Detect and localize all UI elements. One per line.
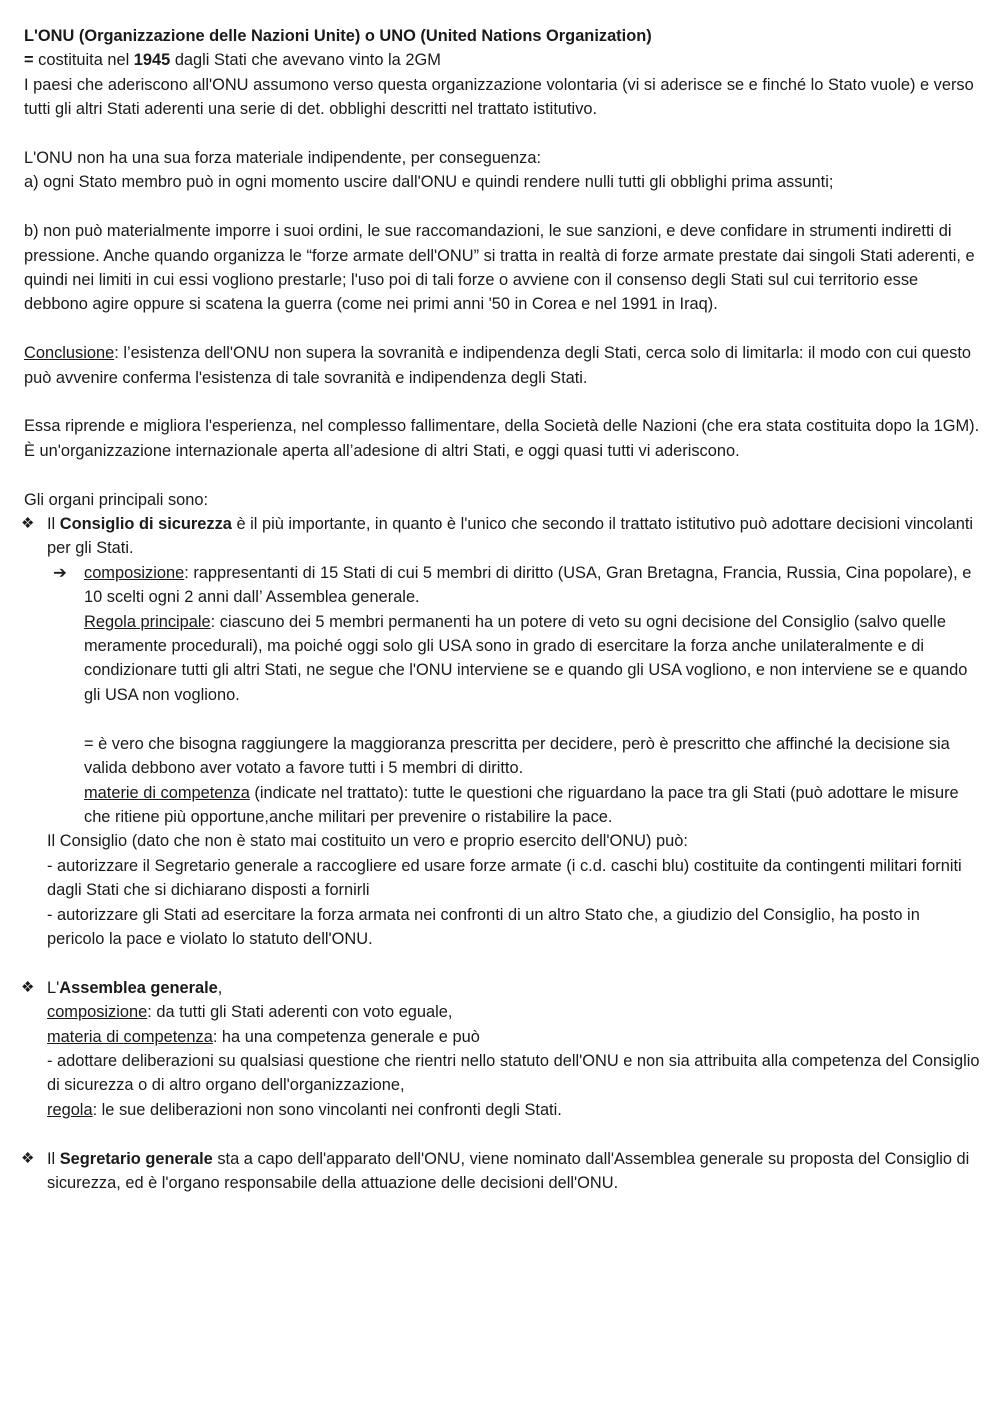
- conclusione-label: Conclusione: [24, 344, 115, 363]
- bullet-consiglio: [21, 512, 980, 561]
- founding-year: 1945: [133, 51, 171, 70]
- segretario-post: sta a capo dell'apparato dell'ONU, viene nominato dall'Assemblea generale su proposta del Consiglio di sicurezza, ed è l'organo responsabile della attuazione delle decisioni dell'ONU.: [47, 1149, 970, 1192]
- assemblea-composizione-label: composizione: [47, 1003, 148, 1022]
- title-onu: L'ONU: [24, 27, 75, 45]
- assemblea-name: Assemblea generale: [59, 978, 218, 997]
- assemblea-regola-label: regola: [47, 1100, 93, 1119]
- conclusione-paragraph: [24, 341, 980, 390]
- membership-paragraph: I paesi che aderiscono all'ONU assumono verso questa organizzazione volontaria (vi si aderisce se e finché lo Stato vuole) e verso tutti gli altri Stati aderenti una serie di det. obblighi descritti nel trattato istitutivo.: [24, 75, 974, 119]
- assemblea-composizione: [47, 1000, 980, 1024]
- forza-point-a: a) ogni Stato membro può in ogni momento uscire dall'ONU e quindi rendere nulli tutti gli obblighi prima assunti;: [24, 173, 834, 192]
- assemblea-post: ,: [217, 978, 223, 997]
- consiglio-intro: [47, 512, 980, 561]
- forza-lead: L'ONU non ha una sua forza materiale indipendente, per conseguenza:: [24, 149, 542, 168]
- assemblea-intro: [47, 976, 980, 1000]
- consiglio-composizione: [84, 561, 980, 610]
- consiglio-puo: Il Consiglio (dato che non è stato mai costituito un vero e proprio esercito dell'ONU) può:: [47, 832, 688, 851]
- assemblea-pre: L': [47, 978, 60, 997]
- assemblea-item-1: - adottare deliberazioni su qualsiasi questione che rientri nello statuto dell'ONU e non sia attribuita alla competenza del Consiglio di sicurezza o di altro organo dell'organizzazione,: [47, 1051, 980, 1095]
- consiglio-composizione-text: : rappresentanti di 15 Stati di cui 5 membri di diritto (USA, Gran Bretagna, Francia, Russia, Cina popolare), e 10 scelti ogni 2 anni dall’ Assemblea generale.: [84, 563, 972, 607]
- consiglio-regola-label: Regola principale: [84, 612, 211, 631]
- consiglio-power-2: - autorizzare gli Stati ad esercitare la forza armata nei confronti di un altro Stato che, a giudizio del Consiglio, ha posto in pericolo la pace e violato lo statuto dell'ONU.: [47, 905, 920, 948]
- document-title: [24, 24, 980, 48]
- assemblea-regola: [47, 1098, 980, 1122]
- arrow-bullet-icon: ➔: [53, 563, 67, 582]
- founding-line: [24, 48, 980, 72]
- consiglio-powers: [24, 829, 980, 951]
- diamond-bullet-icon: ❖: [21, 515, 35, 533]
- founding-text-b: dagli Stati che avevano vinto la 2GM: [170, 51, 441, 70]
- assemblea-materia-text: : ha una competenza generale e può: [212, 1027, 480, 1046]
- conclusione-text: : l’esistenza dell'ONU non supera la sovranità e indipendenza degli Stati, cerca solo di limitarla: il modo con cui questo può avvenire conferma l'esistenza di tale sovranità e indipendenza degli Stati.: [24, 344, 972, 387]
- assemblea-materia: [47, 1025, 980, 1049]
- consiglio-materie-label: materie di competenza: [84, 783, 250, 802]
- forza-point-b: b) non può materialmente imporre i suoi ordini, le sue raccomandazioni, le sue sanzioni, e deve confidare in strumenti indiretti di pressione. Anche quando organizza le “forze armate dell'ONU” si tratta in realtà di forze armate prestate dai singoli Stati aderenti, e quindi nei limiti in cui essi vogliono prestarle; l'uso poi di tali forze o avviene con il consenso degli Stati sul cui territorio esse debbono agire oppure si scatena la guerra (come nei primi anni '50 in Corea e nel 1991 in Iraq).: [24, 222, 975, 314]
- consiglio-regola: [84, 610, 980, 708]
- consiglio-power-1: - autorizzare il Segretario generale a raccogliere ed usare forze armate (i c.d. caschi blu) costituite da contingenti militari forniti dagli Stati che si dichiarano disposti a fornirli: [47, 856, 962, 900]
- segretario-pre: Il: [47, 1149, 60, 1168]
- assemblea-materia-label: materia di competenza: [47, 1027, 213, 1046]
- consiglio-composizione-label: composizione: [84, 563, 185, 582]
- segretario-name: Segretario generale: [59, 1149, 213, 1168]
- bullet-assemblea: [21, 976, 980, 1122]
- storia-paragraph: Essa riprende e migliora l'esperienza, nel complesso fallimentare, della Società delle Nazioni (che era stata costituita dopo la 1GM).: [24, 417, 980, 436]
- title-rest: (Organizzazione delle Nazioni Unite) o UNO (United Nations Organization): [74, 27, 652, 45]
- consiglio-pre: Il: [47, 515, 60, 534]
- segretario-paragraph: [47, 1147, 980, 1196]
- consiglio-materie: [84, 781, 980, 830]
- diamond-bullet-icon: ❖: [21, 978, 35, 996]
- founding-text-a: costituita nel: [33, 51, 134, 70]
- document-page: [21, 24, 980, 1195]
- consiglio-post: è il più importante, in quanto è l'unico che secondo il trattato istitutivo può adottare decisioni vincolanti per gli Stati.: [47, 515, 974, 558]
- assemblea-composizione-text: : da tutti gli Stati aderenti con voto eguale,: [147, 1003, 453, 1022]
- consiglio-details: [24, 561, 980, 829]
- bullet-segretario: [21, 1147, 980, 1196]
- assemblea-regola-text: : le sue deliberazioni non sono vincolanti nei confronti degli Stati.: [92, 1100, 562, 1119]
- organi-lead: Gli organi principali sono:: [24, 490, 209, 509]
- consiglio-materie-text: (indicate nel trattato): tutte le questioni che riguardano la pace tra gli Stati (può adottare le misure che ritiene più opportune,anche militari per prevenire o ristabilire la pace.: [84, 783, 959, 826]
- consiglio-name: Consiglio di sicurezza: [59, 515, 232, 534]
- consiglio-maggioranza: = è vero che bisogna raggiungere la maggioranza prescritta per decidere, però è prescritto che affinché la decisione sia valida debbono aver votato a favore tutti i 5 membri di diritto.: [84, 734, 950, 778]
- diamond-bullet-icon: ❖: [21, 1149, 35, 1167]
- consiglio-regola-text: : ciascuno dei 5 membri permanenti ha un potere di veto su ogni decisione del Consiglio (salvo quelle meramente procedurali), ma poiché oggi solo gli USA sono in grado di esercitare la forza anche unilateralmente e di condizionare tutti gli altri Stati, ne segue che l'ONU interviene se e quando gli USA vogliono, e non interviene se e quando gli USA non vogliono.: [84, 612, 968, 704]
- adesione-paragraph: È un'organizzazione internazionale aperta all’adesione di altri Stati, e oggi quasi tutti vi aderiscono.: [24, 441, 740, 460]
- equals-sign: =: [24, 51, 34, 70]
